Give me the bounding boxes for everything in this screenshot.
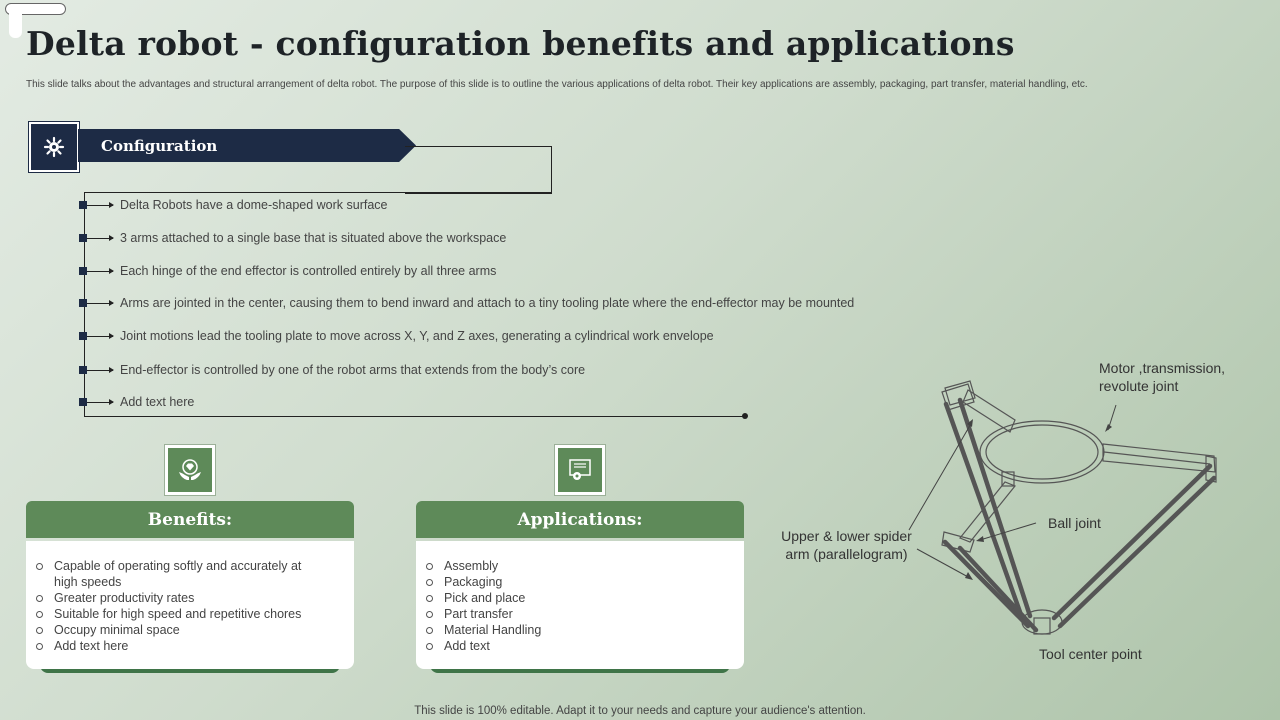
arrow-icon xyxy=(87,205,113,206)
list-item: Suitable for high speed and repetitive chores xyxy=(54,606,354,622)
connector-end-dot xyxy=(742,413,748,419)
configuration-item-text: Arms are jointed in the center, causing them to bend inward and attach to a tiny tooling plate where the end-effector may be mounted xyxy=(120,296,855,310)
bullet-square xyxy=(79,267,87,275)
arrow-icon xyxy=(87,238,113,239)
list-item: Material Handling xyxy=(444,622,744,638)
list-item xyxy=(79,361,585,379)
delta-robot-diagram xyxy=(900,370,1230,650)
tool-center-label: Tool center point xyxy=(1039,646,1142,662)
footer-note: This slide is 100% editable. Adapt it to your needs and capture your audience's attention. xyxy=(414,705,866,717)
bullet-square xyxy=(79,299,87,307)
page-title: Delta robot - configuration benefits and applications xyxy=(26,24,1015,63)
applications-list xyxy=(416,541,744,654)
connector-line xyxy=(84,192,551,193)
configuration-item-text: Each hinge of the end effector is controlled entirely by all three arms xyxy=(120,264,497,278)
connector-line xyxy=(84,416,745,417)
configuration-item-text: 3 arms attached to a single base that is situated above the workspace xyxy=(120,231,507,245)
list-item xyxy=(79,196,388,214)
page-subtitle: This slide talks about the advantages and structural arrangement of delta robot. The purpose of this slide is to outline the various applications of delta robot. Their key applications are assembly, packaging, part transfer, material handling, etc. xyxy=(26,79,1088,90)
configuration-item-text: Add text here xyxy=(120,395,195,409)
spider-arm-label: Upper & lower spider arm (parallelogram) xyxy=(781,528,912,562)
motor-joint-label: Motor ,transmission, revolute joint xyxy=(1099,360,1226,394)
benefits-body xyxy=(26,541,354,669)
list-item: Capable of operating softly and accurately at high speeds xyxy=(54,558,319,590)
configuration-label: Configuration xyxy=(101,137,218,155)
list-item: Greater productivity rates xyxy=(54,590,354,606)
benefits-icon-box xyxy=(165,445,215,495)
list-item xyxy=(79,327,714,345)
list-item xyxy=(79,229,506,247)
list-item: Packaging xyxy=(444,574,744,590)
bullet-square xyxy=(79,332,87,340)
configuration-item-text: Delta Robots have a dome-shaped work surface xyxy=(120,198,388,212)
certificate-gear-icon xyxy=(566,456,594,484)
list-item: Occupy minimal space xyxy=(54,622,354,638)
applications-title: Applications: xyxy=(416,501,744,538)
bullet-square xyxy=(79,234,87,242)
benefits-title: Benefits: xyxy=(26,501,354,538)
list-item: Add text here xyxy=(54,638,354,654)
arrow-icon xyxy=(87,336,113,337)
list-item xyxy=(79,294,854,312)
bullet-square xyxy=(79,366,87,374)
ball-joint-label: Ball joint xyxy=(1048,515,1101,531)
arrow-icon xyxy=(87,370,113,371)
connector-line xyxy=(405,146,552,194)
hands-diamond-icon xyxy=(176,456,204,484)
list-item: Assembly xyxy=(444,558,744,574)
bullet-square xyxy=(79,398,87,406)
benefits-card xyxy=(26,501,354,671)
bullet-square xyxy=(79,201,87,209)
configuration-item-text: Joint motions lead the tooling plate to move across X, Y, and Z axes, generating a cylindrical work envelope xyxy=(120,329,714,343)
benefits-list xyxy=(26,541,354,654)
list-item: Pick and place xyxy=(444,590,744,606)
applications-icon-box xyxy=(555,445,605,495)
list-item: Part transfer xyxy=(444,606,744,622)
applications-body xyxy=(416,541,744,669)
configuration-item-text: End-effector is controlled by one of the robot arms that extends from the body’s core xyxy=(120,363,586,377)
robot-gear-icon xyxy=(41,134,67,160)
list-item xyxy=(79,262,496,280)
list-item: Add text xyxy=(444,638,744,654)
applications-card xyxy=(416,501,744,671)
arrow-icon xyxy=(87,402,113,403)
list-item xyxy=(79,393,194,411)
window-tab-notch xyxy=(9,10,22,38)
arrow-icon xyxy=(87,303,113,304)
configuration-icon-box xyxy=(29,122,79,172)
arrow-icon xyxy=(87,271,113,272)
